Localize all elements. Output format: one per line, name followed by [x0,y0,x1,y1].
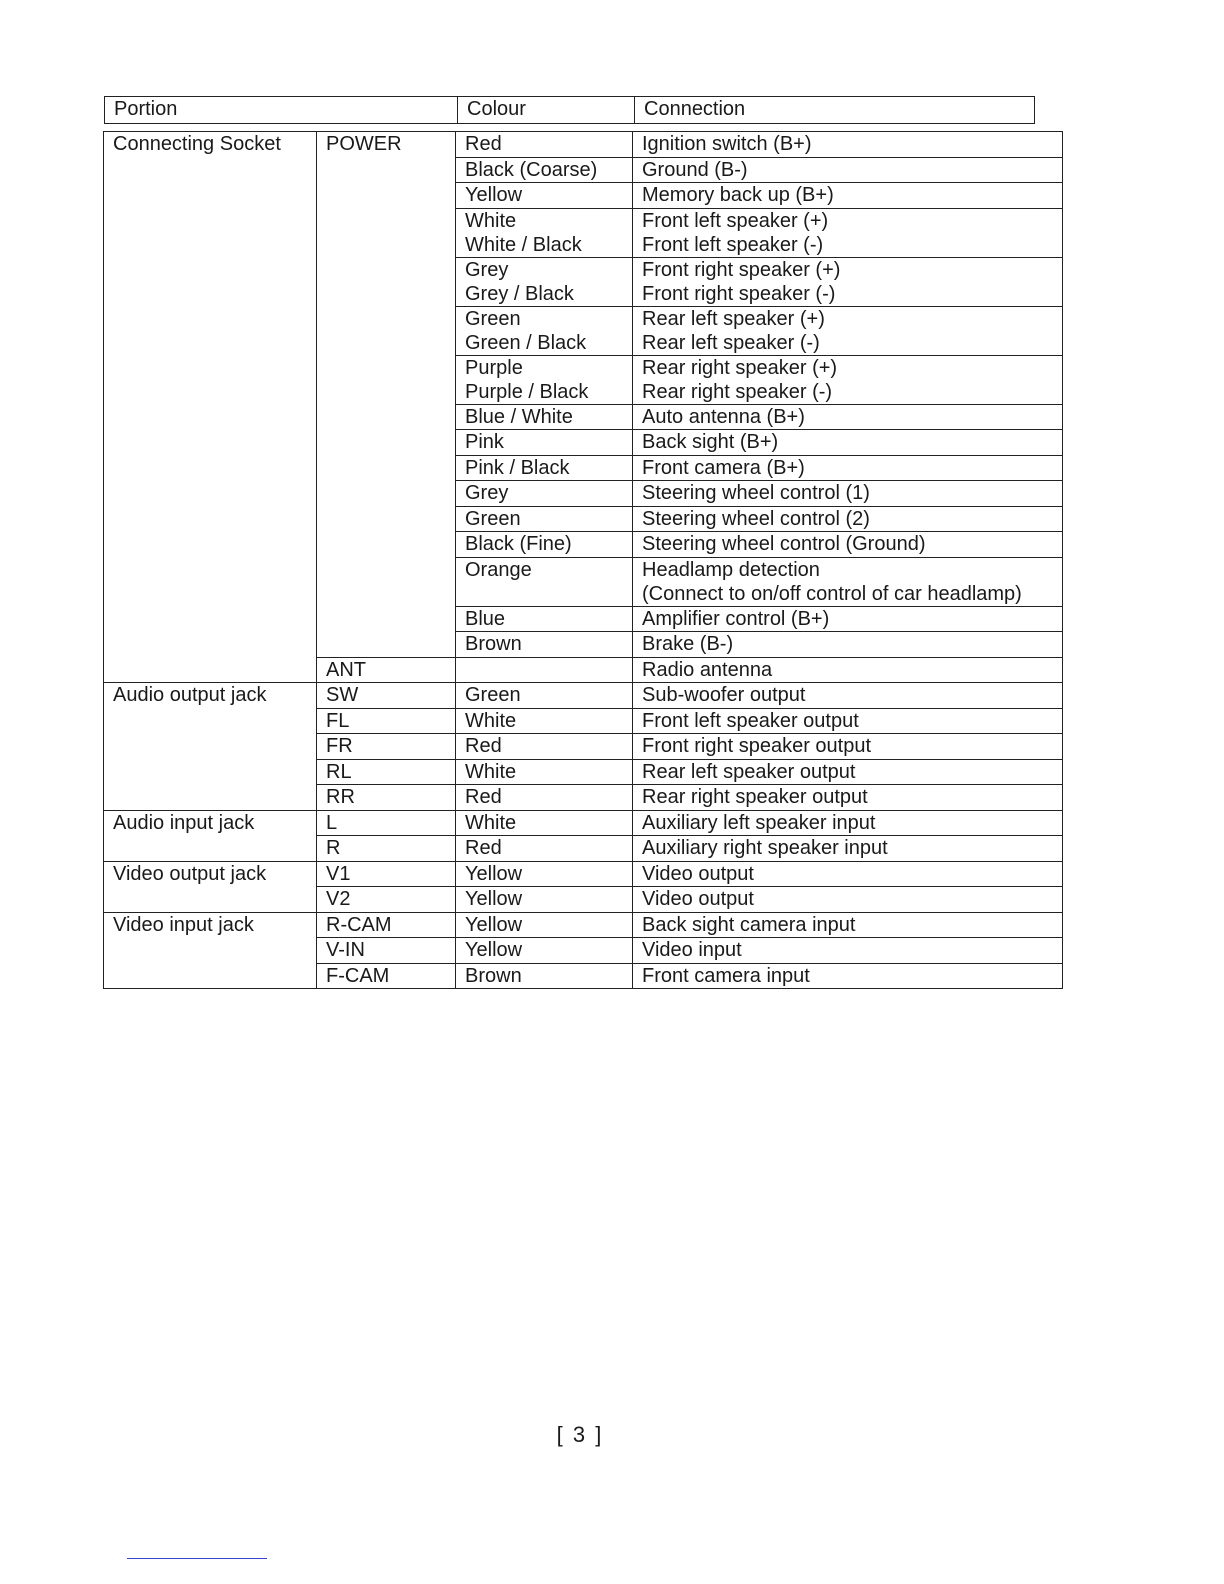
table-row [104,683,1063,709]
connection-text: Front left speaker output [642,709,859,732]
connection-text: Video input [642,939,742,961]
connection-text: Front left speaker (+) [642,209,829,232]
connection-text: Front right speaker (-) [642,282,836,305]
connection-text: Front left speaker (-) [642,233,824,256]
connection-cell [633,157,1063,183]
connection-text: Ignition switch (B+) [642,133,812,155]
portion-cell: Video output jack [104,861,317,912]
colour-cell [456,861,633,887]
connection-text: Sub-woofer output [642,684,806,706]
connection-cell [633,506,1063,532]
connection-cell [633,183,1063,209]
terminal-cell: R [317,836,456,862]
connection-cell [633,708,1063,734]
terminal-cell: RL [317,759,456,785]
colour-cell [456,257,633,306]
connection-text: Back sight (B+) [642,431,779,453]
connection-cell [633,836,1063,862]
colour-text: Yellow [465,888,523,910]
terminal-cell: F-CAM [317,963,456,989]
header-colour: Colour [458,97,635,124]
colour-cell [456,157,633,183]
colour-cell [456,785,633,811]
colour-text: Green / Black [465,331,587,354]
connection-cell [633,257,1063,306]
terminal-cell: ANT [317,657,456,683]
colour-cell [456,759,633,785]
colour-cell [456,963,633,989]
colour-cell [456,506,633,532]
colour-cell [456,430,633,456]
connection-text: Brake (B-) [642,633,734,655]
colour-cell [456,208,633,257]
connection-cell [633,657,1063,683]
terminal-cell: V2 [317,887,456,913]
header-portion: Portion [105,97,458,124]
colour-cell [456,183,633,209]
header-connection: Connection [635,97,1035,124]
colour-text: Purple [465,356,523,379]
colour-cell [456,938,633,964]
colour-cell [456,606,633,632]
connection-text: Rear right speaker (+) [642,356,838,379]
connection-cell [633,938,1063,964]
connection-text: Front right speaker (+) [642,258,841,281]
colour-text: Grey / Black [465,282,574,305]
connection-cell [633,481,1063,507]
colour-text: Yellow [465,862,523,885]
connection-text: Rear right speaker (-) [642,380,833,403]
table-row [104,912,1063,938]
colour-text: White [465,709,517,732]
connection-cell [633,810,1063,836]
colour-cell [456,481,633,507]
terminal-cell: FL [317,708,456,734]
colour-text: Yellow [465,913,523,936]
connection-cell [633,455,1063,481]
colour-text: Pink [465,431,504,453]
colour-cell [456,810,633,836]
connection-text: Radio antenna [642,658,773,681]
connection-cell [633,557,1063,606]
colour-text: Brown [465,964,522,987]
table-header [104,96,1035,124]
colour-text: Grey [465,258,509,281]
colour-text: Yellow [465,939,523,961]
terminal-cell: L [317,810,456,836]
colour-cell [456,912,633,938]
colour-text: White / Black [465,233,582,256]
colour-cell [456,836,633,862]
terminal-cell: V1 [317,861,456,887]
colour-text: Red [465,837,502,859]
colour-text: White [465,209,517,232]
portion-cell: Connecting Socket [104,132,317,683]
connection-cell [633,785,1063,811]
colour-text: Black (Coarse) [465,158,598,181]
page-number: [ 3 ] [556,1422,604,1447]
connection-text: Rear left speaker output [642,760,856,783]
connection-text: Memory back up (B+) [642,184,834,206]
connection-cell [633,306,1063,355]
connection-cell [633,532,1063,558]
wiring-table [103,131,1063,989]
connection-cell [633,404,1063,430]
colour-cell [456,887,633,913]
colour-cell [456,632,633,658]
terminal-cell: R-CAM [317,912,456,938]
colour-cell [456,734,633,760]
connection-text: Video output [642,888,754,910]
portion-cell: Video input jack [104,912,317,989]
table-row [104,132,1063,158]
colour-text: Green [465,307,521,330]
colour-text: Blue / White [465,405,573,428]
portion-cell: Audio input jack [104,810,317,861]
connection-text: Rear left speaker (+) [642,307,825,330]
connection-cell [633,430,1063,456]
colour-cell [456,355,633,404]
table-row [104,810,1063,836]
connection-cell [633,606,1063,632]
footer-link-underline [127,1558,267,1559]
colour-text: Red [465,133,502,155]
colour-cell [456,132,633,158]
connection-text: Video output [642,862,754,885]
colour-text: Red [465,735,502,757]
colour-cell [456,455,633,481]
colour-cell [456,708,633,734]
connection-text: Auto antenna (B+) [642,405,805,428]
connection-text: Amplifier control (B+) [642,607,830,630]
connection-text: Steering wheel control (2) [642,507,870,530]
wiring-table-body [104,132,1063,989]
colour-text: Red [465,786,502,808]
connection-text: Front camera (B+) [642,456,805,479]
connection-text: Auxiliary left speaker input [642,811,876,834]
connection-cell [633,861,1063,887]
colour-cell [456,404,633,430]
terminal-cell: FR [317,734,456,760]
colour-text: Pink / Black [465,456,570,479]
connection-text: Ground (B-) [642,158,748,181]
connection-text: Rear right speaker output [642,786,868,808]
colour-cell [456,657,633,683]
connection-cell [633,208,1063,257]
connection-text: Back sight camera input [642,913,856,936]
colour-text: Green [465,507,521,530]
connection-text: Steering wheel control (Ground) [642,533,926,555]
connection-cell [633,734,1063,760]
terminal-cell: POWER [317,132,456,658]
colour-text: Purple / Black [465,380,589,403]
table-row [104,861,1063,887]
colour-text: Orange [465,558,532,581]
connection-cell [633,963,1063,989]
colour-cell [456,306,633,355]
connection-text: Front camera input [642,964,810,987]
colour-text: Yellow [465,184,523,206]
connection-text: Headlamp detection [642,558,820,581]
terminal-cell: V-IN [317,938,456,964]
connection-cell [633,912,1063,938]
colour-text: Blue [465,607,506,630]
connection-text: Auxiliary right speaker input [642,837,888,859]
connection-cell [633,355,1063,404]
colour-text [465,658,632,682]
colour-text: White [465,811,517,834]
colour-cell [456,683,633,709]
connection-text: (Connect to on/off control of car headlamp) [642,582,1022,605]
colour-cell [456,532,633,558]
connection-cell [633,759,1063,785]
connection-cell [633,132,1063,158]
header-row [105,97,1035,124]
colour-cell [456,557,633,606]
colour-text: Green [465,684,521,706]
colour-text: Brown [465,633,522,655]
connection-cell [633,632,1063,658]
portion-cell: Audio output jack [104,683,317,811]
connection-cell [633,683,1063,709]
connection-cell [633,887,1063,913]
connection-text: Steering wheel control (1) [642,482,870,504]
colour-text: Grey [465,482,509,504]
terminal-cell: RR [317,785,456,811]
terminal-cell: SW [317,683,456,709]
colour-text: White [465,760,517,783]
connection-text: Front right speaker output [642,735,872,757]
connection-text: Rear left speaker (-) [642,331,820,354]
colour-text: Black (Fine) [465,533,572,555]
